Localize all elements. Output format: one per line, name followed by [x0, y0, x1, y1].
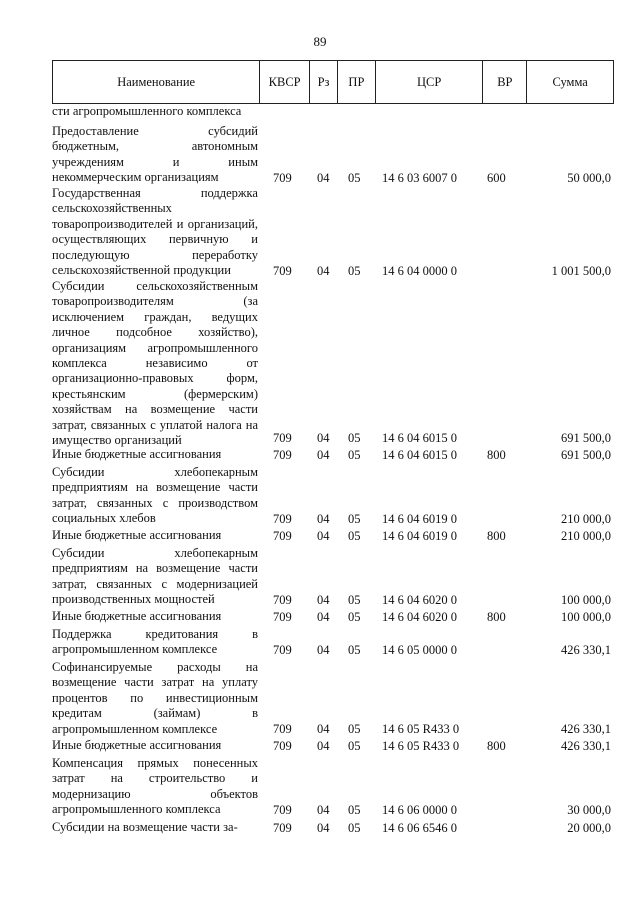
- table-row: [0, 465, 640, 527]
- row-pr: 05: [348, 528, 361, 543]
- row-kvsr: 709: [273, 738, 292, 753]
- row-csr: 14 6 05 0000 0: [382, 642, 457, 657]
- column-header-rz: Рз: [310, 61, 338, 103]
- row-name: Иные бюджетные ассигнования: [52, 738, 222, 752]
- row-rz: 04: [317, 642, 330, 657]
- row-vr: 800: [487, 738, 506, 753]
- column-header-pr: ПР: [338, 61, 376, 103]
- row-name: Субсидии хлебопекарным предприятиям на возмещение части затрат, связанных с производством социальных хлебов: [52, 465, 258, 526]
- row-name: Субсидии сельскохозяйственным товаропроизводителям (за исключением граждан, ведущих личное подсобное хозяйство), организациям агропромышленного комплекса независимо от организационно-правовых форм, крестьянским (фермерским) хозяйствам на возмещение части затрат, связанных с уплатой налога на имущество организаций: [52, 279, 258, 448]
- row-csr: 14 6 04 6020 0: [382, 592, 457, 607]
- row-pr: 05: [348, 802, 361, 817]
- row-pr: 05: [348, 263, 361, 278]
- row-kvsr: 709: [273, 528, 292, 543]
- row-kvsr: 709: [273, 511, 292, 526]
- table-header: [52, 60, 614, 104]
- row-kvsr: 709: [273, 592, 292, 607]
- row-sum: 1 001 500,0: [551, 263, 611, 278]
- row-pr: 05: [348, 430, 361, 445]
- row-name: Субсидии хлебопекарным предприятиям на возмещение части затрат, связанных с модернизацией производственных мощностей: [52, 546, 258, 607]
- row-kvsr: 709: [273, 721, 292, 736]
- table-row: [0, 738, 640, 754]
- row-sum: 691 500,0: [561, 430, 611, 445]
- page-number: 89: [313, 34, 327, 49]
- row-sum: 426 330,1: [561, 721, 611, 736]
- column-header-sum: Сумма: [552, 74, 588, 89]
- row-kvsr: 709: [273, 609, 292, 624]
- row-kvsr: 709: [273, 430, 292, 445]
- column-header-kvsr: КВСР: [260, 61, 310, 103]
- row-vr: 800: [487, 528, 506, 543]
- row-sum: 210 000,0: [561, 528, 611, 543]
- row-rz: 04: [317, 511, 330, 526]
- row-name: Государственная поддержка сельскохозяйственных товаропроизводителей и организаций, осуществляющих первичную и последующую переработку сельскохозяйственной продукции: [52, 186, 258, 278]
- row-name: Иные бюджетные ассигнования: [52, 609, 222, 623]
- row-sum: 50 000,0: [567, 170, 611, 185]
- table-row: [0, 124, 640, 186]
- row-sum: 426 330,1: [561, 738, 611, 753]
- table-row: [0, 756, 640, 818]
- row-sum: 210 000,0: [561, 511, 611, 526]
- row-sum: 100 000,0: [561, 592, 611, 607]
- row-csr: 14 6 04 0000 0: [382, 263, 457, 278]
- row-vr: 800: [487, 447, 506, 462]
- table-row: [0, 104, 640, 120]
- table-row: [0, 609, 640, 625]
- row-name: Предоставление субсидий бюджетным, автономным учреждениям и иным некоммерческим организациям: [52, 124, 258, 185]
- row-rz: 04: [317, 170, 330, 185]
- table-row: [0, 528, 640, 544]
- table-row: [0, 186, 640, 279]
- row-kvsr: 709: [273, 170, 292, 185]
- row-rz: 04: [317, 802, 330, 817]
- row-name: Иные бюджетные ассигнования: [52, 528, 222, 542]
- row-rz: 04: [317, 592, 330, 607]
- row-csr: 14 6 05 R433 0: [382, 721, 460, 736]
- row-sum: 691 500,0: [561, 447, 611, 462]
- row-pr: 05: [348, 721, 361, 736]
- row-rz: 04: [317, 430, 330, 445]
- column-header-csr: ЦСР: [376, 61, 484, 103]
- row-kvsr: 709: [273, 263, 292, 278]
- row-kvsr: 709: [273, 802, 292, 817]
- row-csr: 14 6 04 6020 0: [382, 609, 457, 624]
- row-csr: 14 6 06 6546 0: [382, 820, 457, 835]
- row-rz: 04: [317, 721, 330, 736]
- row-sum: 426 330,1: [561, 642, 611, 657]
- row-pr: 05: [348, 738, 361, 753]
- row-pr: 05: [348, 170, 361, 185]
- row-pr: 05: [348, 609, 361, 624]
- row-csr: 14 6 04 6019 0: [382, 528, 457, 543]
- table-row: [0, 447, 640, 463]
- row-name: Субсидии на возмещение части за-: [52, 820, 238, 834]
- row-rz: 04: [317, 528, 330, 543]
- row-sum: 20 000,0: [567, 820, 611, 835]
- row-pr: 05: [348, 820, 361, 835]
- row-name: сти агропромышленного комплекса: [52, 104, 242, 118]
- row-name: Поддержка кредитования в агропромышленном комплексе: [52, 627, 258, 657]
- row-kvsr: 709: [273, 642, 292, 657]
- row-sum: 30 000,0: [567, 802, 611, 817]
- row-rz: 04: [317, 263, 330, 278]
- row-csr: 14 6 04 6015 0: [382, 447, 457, 462]
- row-kvsr: 709: [273, 820, 292, 835]
- row-vr: 800: [487, 609, 506, 624]
- row-csr: 14 6 06 0000 0: [382, 802, 457, 817]
- row-csr: 14 6 03 6007 0: [382, 170, 457, 185]
- table-row: [0, 660, 640, 737]
- row-pr: 05: [348, 592, 361, 607]
- row-rz: 04: [317, 738, 330, 753]
- row-csr: 14 6 05 R433 0: [382, 738, 460, 753]
- row-csr: 14 6 04 6015 0: [382, 430, 457, 445]
- row-csr: 14 6 04 6019 0: [382, 511, 457, 526]
- row-pr: 05: [348, 642, 361, 657]
- row-pr: 05: [348, 447, 361, 462]
- table-row: [0, 279, 640, 446]
- row-rz: 04: [317, 820, 330, 835]
- row-name: Иные бюджетные ассигнования: [52, 447, 222, 461]
- row-pr: 05: [348, 511, 361, 526]
- table-row: [0, 820, 640, 836]
- row-name: Компенсация прямых понесенных затрат на строительство и модернизацию объектов агропромышленного комплекса: [52, 756, 258, 817]
- row-kvsr: 709: [273, 447, 292, 462]
- column-header-name: Наименование: [53, 61, 260, 103]
- table-row: [0, 627, 640, 658]
- row-sum: 100 000,0: [561, 609, 611, 624]
- column-header-vr: ВР: [483, 61, 527, 103]
- row-vr: 600: [487, 170, 506, 185]
- row-rz: 04: [317, 447, 330, 462]
- row-rz: 04: [317, 609, 330, 624]
- row-name: Софинансируемые расходы на возмещение части затрат на уплату процентов по инвестиционным кредитам (займам) в агропромышленном комплексе: [52, 660, 258, 736]
- table-row: [0, 546, 640, 608]
